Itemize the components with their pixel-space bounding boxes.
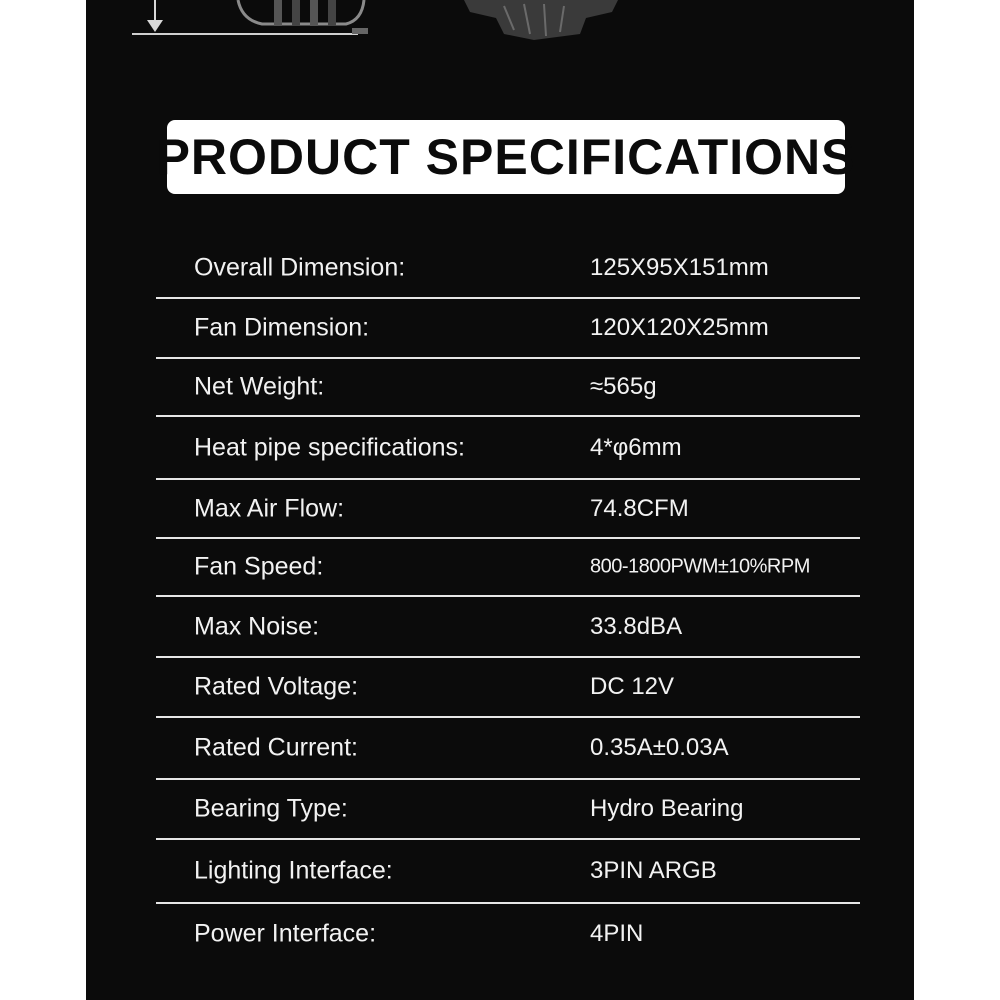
spec-value: 120X120X25mm [590,314,769,341]
spec-row [156,539,860,597]
spec-label: Rated Voltage: [194,672,359,701]
spec-label: Max Air Flow: [194,494,345,522]
spec-row [156,658,860,718]
spec-label: Heat pipe specifications: [194,433,465,461]
spec-row [156,299,860,359]
spec-value: ≈565g [590,373,657,400]
spec-label: Lighting Interface: [194,856,393,885]
spec-value: Hydro Bearing [590,795,744,822]
spec-label: Bearing Type: [194,794,348,823]
spec-row [156,840,860,904]
spec-row [156,238,860,299]
spec-value: 4*φ6mm [590,433,682,461]
spec-row [156,718,860,780]
spec-label: Fan Speed: [194,552,324,581]
spec-row [156,904,860,964]
spec-label: Power Interface: [194,919,377,948]
spec-table [156,238,860,964]
title-banner [156,120,856,194]
page-title: PRODUCT SPECIFICATIONS [156,129,856,185]
spec-label: Rated Current: [194,733,358,762]
spec-row [156,597,860,658]
spec-label: Net Weight: [194,372,325,401]
spec-row [156,417,860,480]
spec-value: 125X95X151mm [590,253,769,281]
cooler-product-photo [234,0,634,40]
spec-value: DC 12V [590,673,675,700]
spec-row [156,359,860,417]
spec-label: Fan Dimension: [194,313,370,342]
spec-label: Overall Dimension: [194,253,406,281]
spec-value: 3PIN ARGB [590,857,717,884]
spec-value: 33.8dBA [590,612,683,640]
spec-value: 800-1800PWM±10%RPM [590,555,810,578]
spec-label: Max Noise: [194,612,320,640]
spec-sheet-page [86,0,914,1000]
spec-value: 74.8CFM [590,494,689,522]
dimension-arrow-icon [147,20,163,32]
spec-row [156,480,860,539]
spec-value: 0.35A±0.03A [590,734,729,761]
spec-value: 4PIN [590,920,644,947]
spec-row [156,780,860,840]
